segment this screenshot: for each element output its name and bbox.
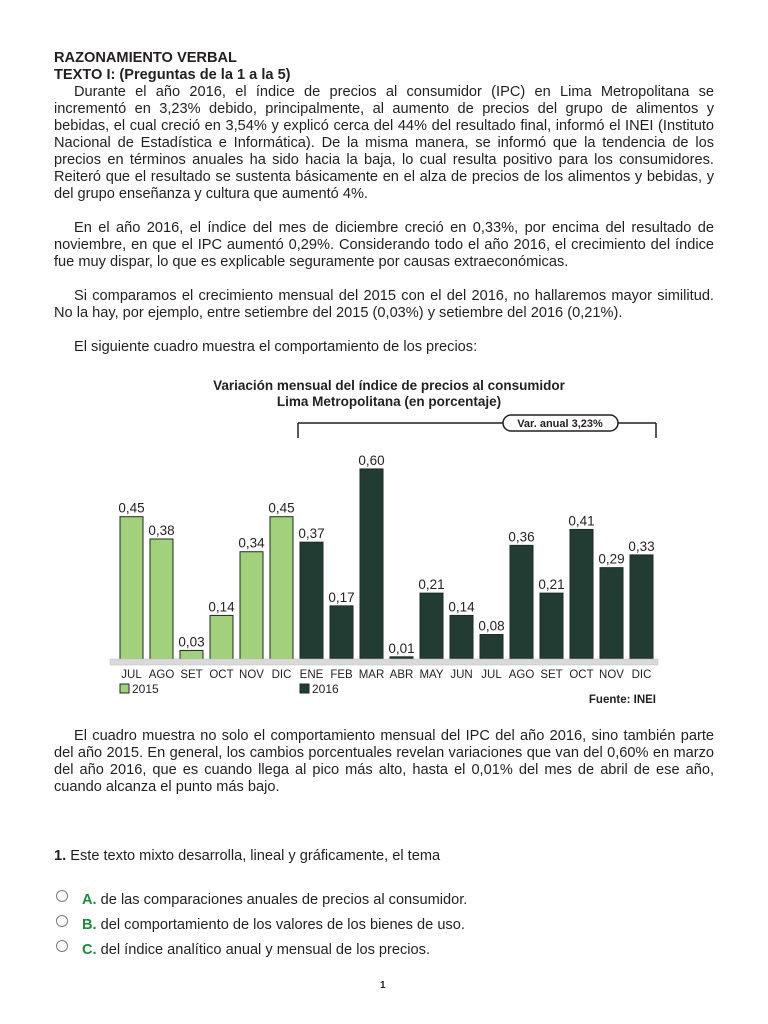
bar-dic-2016 — [630, 555, 653, 660]
value-label-abr-2016: 0,01 — [388, 640, 415, 656]
tick-label-oct-2016: OCT — [569, 669, 594, 681]
option-c-text: del índice analítico anual y mensual de los precios. — [100, 942, 431, 958]
bar-may-2016 — [420, 593, 443, 660]
tick-label-jun-2016: JUN — [450, 669, 473, 681]
option-a-radio[interactable] — [56, 890, 68, 902]
option-b-text: del comportamiento de los valores de los bienes de uso. — [100, 917, 465, 933]
option-b-letter: B. — [82, 917, 97, 933]
tick-label-ene-2016: ENE — [299, 669, 324, 681]
bar-set-2016 — [540, 593, 563, 660]
tick-label-set-2015: SET — [180, 669, 203, 681]
bar-oct-2015 — [210, 615, 233, 660]
value-label-jun-2016: 0,14 — [448, 599, 475, 615]
tick-label-may-2016: MAY — [419, 669, 444, 681]
ipc-chart — [108, 370, 670, 710]
chart-title: Variación mensual del índice de precios al consumidor — [213, 378, 565, 393]
value-label-may-2016: 0,21 — [418, 577, 445, 593]
annual-variation-label: Var. anual 3,23% — [517, 418, 603, 430]
bar-ago-2016 — [510, 545, 533, 660]
chart-legend — [120, 682, 339, 696]
ipc-chart-svg — [108, 370, 670, 710]
tick-label-dic-2015: DIC — [271, 669, 292, 681]
bar-set-2015 — [180, 650, 203, 660]
legend-swatch-2015 — [120, 684, 129, 693]
value-label-ago-2016: 0,36 — [508, 529, 535, 545]
paragraph-5: El cuadro muestra no solo el comportamiento mensual del IPC del año 2016, sino también parte del año 2015. En general, los cambios porcentuales revelan variaciones que van del 0,60% en marzo del año 2016, que es cuando llega al pico más alto, hasta el 0,01% del mes de abril de ese año, cuando alcanza el punto más bajo. — [54, 728, 714, 795]
tick-label-ago-2015: AGO — [148, 669, 175, 681]
tick-label-set-2016: SET — [540, 669, 563, 681]
paragraph-4: El siguiente cuadro muestra el comportamiento de los precios: — [74, 339, 478, 355]
value-label-ene-2016: 0,37 — [298, 526, 325, 542]
bars-group — [118, 453, 654, 681]
tick-label-mar-2016: MAR — [358, 669, 385, 681]
bar-ene-2016 — [300, 542, 323, 660]
value-label-set-2016: 0,21 — [538, 577, 565, 593]
annual-variation-bracket — [298, 415, 656, 438]
chart-source: Fuente: INEI — [588, 694, 656, 706]
document-title: RAZONAMIENTO VERBAL — [54, 50, 237, 66]
tick-label-feb-2016: FEB — [330, 669, 353, 681]
bar-oct-2016 — [570, 529, 593, 660]
question-text: Este texto mixto desarrolla, lineal y gráficamente, el tema — [70, 848, 441, 864]
option-a-letter: A. — [82, 892, 97, 908]
tick-label-oct-2015: OCT — [209, 669, 234, 681]
question-number: 1. — [54, 848, 67, 864]
chart-subtitle: Lima Metropolitana (en porcentaje) — [276, 394, 502, 409]
bar-jul-2016 — [480, 635, 503, 660]
tick-label-jul-2015: JUL — [121, 669, 142, 681]
tick-label-jul-2016: JUL — [481, 669, 502, 681]
option-a-text: de las comparaciones anuales de precios al consumidor. — [100, 892, 468, 908]
value-label-mar-2016: 0,60 — [358, 452, 385, 468]
value-label-ago-2015: 0,38 — [148, 522, 175, 538]
bar-jun-2016 — [450, 615, 473, 660]
bar-dic-2015 — [270, 517, 293, 660]
bar-jul-2015 — [120, 517, 143, 660]
after-chart-block — [54, 728, 714, 796]
value-label-jul-2015: 0,45 — [118, 500, 145, 516]
document-body — [54, 50, 714, 356]
chart-baseline — [110, 659, 658, 665]
value-label-oct-2016: 0,41 — [568, 513, 595, 529]
bar-feb-2016 — [330, 606, 353, 660]
tick-label-dic-2016: DIC — [631, 669, 652, 681]
option-c-letter: C. — [82, 942, 97, 958]
tick-label-nov-2015: NOV — [239, 669, 264, 681]
option-b-radio[interactable] — [56, 915, 68, 927]
paragraph-3: Si comparamos el crecimiento mensual del 2015 con el del 2016, no hallaremos mayor similitud. No la hay, por ejemplo, entre setiembre del 2015 (0,03%) y setiembre del 2016 (0,21%). — [54, 288, 714, 321]
value-label-feb-2016: 0,17 — [328, 589, 355, 605]
tick-label-ago-2016: AGO — [508, 669, 535, 681]
bar-nov-2016 — [600, 568, 623, 660]
value-label-dic-2016: 0,33 — [628, 538, 655, 554]
option-c-radio[interactable] — [56, 940, 68, 952]
value-label-nov-2016: 0,29 — [598, 551, 625, 567]
bar-mar-2016 — [360, 469, 383, 660]
value-label-oct-2015: 0,14 — [208, 599, 235, 615]
legend-label-2016: 2016 — [312, 682, 339, 696]
paragraph-1: Durante el año 2016, el índice de precios al consumidor (IPC) en Lima Metropolitana se incrementó en 3,23% debido, principalmente, al aumento de precios del grupo de alimentos y bebidas, el cual creció en 3,54% y explicó cerca del 44% del resultado final, informó el INEI (Instituto Nacional de Estadística e Informática). De la misma manera, se informó que la tendencia de los precios en términos anuales ha sido hacia la baja, lo cual resulta positivo para los consumidores. Reiteró que el resultado se sustenta básicamente en el alza de precios de los alimentos y bebidas, y del grupo enseñanza y cultura que aumentó 4%. — [54, 84, 714, 202]
tick-label-abr-2016: ABR — [389, 669, 414, 681]
legend-label-2015: 2015 — [132, 682, 159, 696]
value-label-dic-2015: 0,45 — [268, 500, 295, 516]
bar-nov-2015 — [240, 552, 263, 660]
text-section-title: TEXTO I: (Preguntas de la 1 a la 5) — [54, 67, 291, 83]
value-label-nov-2015: 0,34 — [238, 535, 265, 551]
legend-swatch-2016 — [300, 684, 309, 693]
bar-ago-2015 — [150, 539, 173, 660]
paragraph-2: En el año 2016, el índice del mes de diciembre creció en 0,33%, por encima del resultado de noviembre, en que el IPC aumentó 0,29%. Considerando todo el año 2016, el crecimiento del índice fue muy dispar, lo que es explicable seguramente por causas extraeconómicas. — [54, 220, 714, 270]
value-label-jul-2016: 0,08 — [478, 618, 505, 634]
page-number: 1 — [380, 980, 386, 991]
tick-label-nov-2016: NOV — [599, 669, 624, 681]
value-label-set-2015: 0,03 — [178, 634, 205, 650]
